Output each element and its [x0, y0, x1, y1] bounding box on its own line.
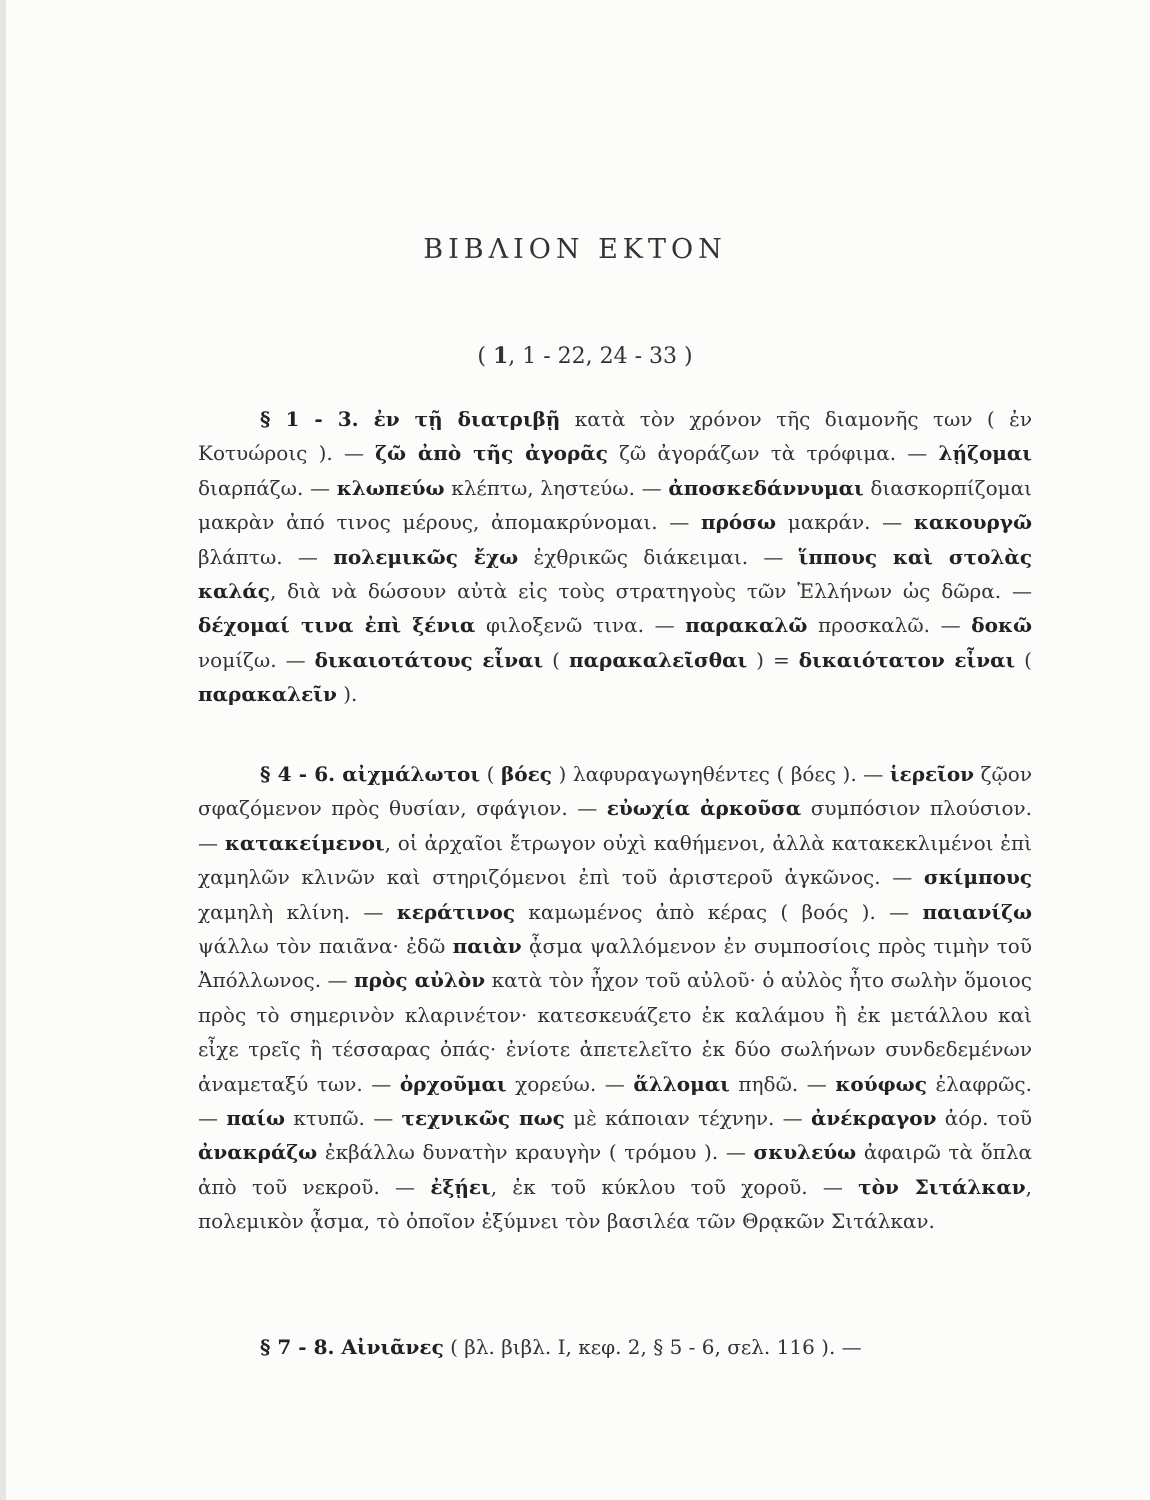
headword: § 7 - 8. Αἰνιᾶνες — [260, 1335, 444, 1359]
headword: παρακαλεῖν — [198, 682, 337, 707]
chapter-ref-number: 1 — [492, 343, 509, 369]
gloss-text: ) λαφυραγωγηθέντες ( βόες ). — — [551, 762, 890, 786]
headword: κούφως — [835, 1071, 927, 1096]
gloss-text: νομίζω. — — [198, 647, 315, 672]
gloss-text: ζῷον σφαζόμενον πρὸς θυσίαν, σφάγιον. — — [198, 762, 1032, 821]
headword: σκίμπους — [923, 865, 1032, 890]
gloss-text: ) = — [747, 647, 799, 672]
gloss-text: κατὰ τὸν ἦχον τοῦ αὐλοῦ· ὁ αὐλὸς ἦτο σωλὴν ὅμοιος πρὸς τὸ σημερινὸν κλαρινέτον· κατεσκευάζετο ἐκ καλάμου ἢ ἐκ μετάλλου καὶ εἶχε τρεῖς ἢ τέσσαρας ὀπάς· ἐνίοτε ἀπετελεῖτο ἐκ δύο σωλήνων συνδεδεμένων ἀναμεταξύ των. — — [198, 968, 1033, 1096]
headword: λῄζομαι — [938, 441, 1032, 466]
headword: ἀνέκραγον — [810, 1106, 937, 1131]
headword: ἵππους καὶ στολὰς καλάς — [198, 544, 1032, 604]
gloss-text: ( — [543, 647, 570, 672]
gloss-text: βλάπτω. — — [198, 544, 334, 569]
gloss-text: ( — [480, 762, 501, 786]
headword: ἀποσκεδάννυμαι — [668, 475, 864, 500]
gloss-text: ἀόρ. τοῦ — [936, 1106, 1033, 1131]
gloss-text: ἀφαιρῶ τὰ ὅπλα ἀπὸ τοῦ νεκροῦ. — — [198, 1140, 1033, 1199]
gloss-text: πηδῶ. — — [729, 1071, 836, 1096]
gloss-text: συμπόσιον πλούσιον. — — [198, 796, 1032, 855]
gloss-text: ). — [336, 682, 358, 707]
gloss-text: , διὰ νὰ δώσουν αὐτὰ εἰς τοὺς στρατηγοὺς τῶν Ἑλλήνων ὡς δῶρα. — — [269, 579, 1032, 604]
commentary-paragraph — [198, 402, 1032, 712]
gloss-text: ( — [1015, 647, 1032, 672]
gloss-text: φιλοξενῶ τινα. — — [475, 613, 686, 638]
gloss-text: ἐλαφρῶς. — — [198, 1071, 1032, 1131]
headword: § 1 - 3. ἐν τῇ διατριβῇ — [260, 407, 561, 431]
headword: τὸν Σιτάλκαν — [858, 1174, 1026, 1199]
headword: παρακαλῶ — [685, 613, 808, 638]
commentary-paragraph — [198, 757, 1032, 1239]
headword: δικαιοτάτους εἶναι — [314, 647, 544, 672]
gloss-text: διαρπάζω. — — [198, 475, 337, 500]
gloss-text: ἐκβάλλω δυνατὴν κραυγὴν ( τρόμου ). — — [317, 1140, 754, 1165]
headword: κεράτινος — [396, 899, 516, 924]
headword: δέχομαί τινα ἐπὶ ξένια — [198, 613, 476, 638]
page-edge-shadow — [0, 0, 6, 1500]
headword: κλωπεύω — [336, 475, 445, 500]
gloss-text: προσκαλῶ. — — [807, 613, 972, 638]
chapter-ref-range: , 1 - 22, 24 - 33 ) — [508, 344, 693, 369]
headword: ζῶ ἀπὸ τῆς ἀγορᾶς — [375, 441, 608, 466]
headword: ὀρχοῦμαι — [399, 1071, 507, 1096]
gloss-text: ἐχθρικῶς διάκειμαι. — — [518, 544, 799, 569]
headword: παίω — [226, 1106, 286, 1131]
headword: σκυλεύω — [753, 1140, 857, 1165]
headword: § 4 - 6. αἰχμάλωτοι — [260, 762, 481, 786]
gloss-text: ᾆσμα ψαλλόμενον ἐν συμποσίοις πρὸς τιμὴν τοῦ Ἀπόλλωνος. — — [198, 934, 1032, 993]
gloss-text: , ἐκ τοῦ κύκλου τοῦ χοροῦ. — — [490, 1174, 859, 1199]
gloss-text: διασκορπίζομαι μακρὰν ἀπό τινος μέρους, ἀπομακρύνομαι. — — [198, 475, 1032, 535]
gloss-text: ( βλ. βιβλ. Ι, κεφ. 2, § 5 - 6, σελ. 116 ). — — [443, 1335, 862, 1359]
headword: πολεμικῶς ἔχω — [333, 544, 519, 569]
headword: ἐξῄει — [430, 1174, 491, 1199]
headword: παιὰν — [452, 934, 522, 959]
headword: πρὸς αὐλὸν — [354, 968, 486, 993]
gloss-text: καμωμένος ἀπὸ κέρας ( βοός ). — — [515, 899, 923, 924]
gloss-text: κατὰ τὸν χρόνον τῆς διαμονῆς των ( ἐν Κοτυώροις ). — — [198, 407, 1033, 466]
chapter-ref-open: ( — [477, 344, 493, 369]
gloss-text: μακράν. — — [776, 510, 914, 535]
gloss-text: μὲ κάποιαν τέχνην. — — [564, 1106, 811, 1131]
headword: ἀνακράζω — [198, 1140, 318, 1165]
headword: κακουργῶ — [913, 510, 1032, 535]
headword: ἱερεῖον — [889, 762, 975, 786]
headword: κατακείμενοι — [224, 830, 385, 855]
headword: δικαιότατον εἶναι — [798, 647, 1016, 672]
gloss-text: χορεύω. — — [506, 1071, 634, 1096]
chapter-reference — [0, 343, 1150, 369]
gloss-text: χαμηλὴ κλίνη. — — [198, 899, 397, 924]
gloss-text: κτυπῶ. — — [285, 1106, 402, 1131]
headword: εὐωχία ἀρκοῦσα — [606, 796, 802, 821]
headword: τεχνικῶς πως — [401, 1106, 565, 1131]
gloss-text: κλέπτω, ληστεύω. — — [444, 475, 669, 500]
headword: βόες — [500, 762, 552, 786]
headword: δοκῶ — [971, 613, 1033, 638]
gloss-text: , πολεμικὸν ᾆσμα, τὸ ὁποῖον ἐξύμνει τὸν βασιλέα τῶν Θρᾳκῶν Σιτάλκαν. — [198, 1174, 1032, 1234]
headword: ἅλλομαι — [633, 1071, 730, 1096]
headword: παρακαλεῖσθαι — [569, 647, 748, 672]
book-title: ΒΙΒΛΙΟΝ ΕΚΤΟΝ — [423, 234, 727, 265]
commentary-paragraph — [198, 1330, 1032, 1364]
headword: παιανίζω — [922, 899, 1032, 924]
headword: πρόσω — [700, 510, 777, 535]
gloss-text: , οἱ ἀρχαῖοι ἔτρωγον οὐχὶ καθήμενοι, ἀλλὰ κατακεκλιμένοι ἐπὶ χαμηλῶν κλινῶν καὶ στηριζόμενοι ἐπὶ τοῦ ἀριστεροῦ ἀγκῶνος. — — [198, 830, 1032, 890]
gloss-text: ζῶ ἀγοράζων τὰ τρόφιμα. — — [607, 441, 939, 466]
gloss-text: ψάλλω τὸν παιᾶνα· ἐδῶ — [198, 934, 453, 959]
